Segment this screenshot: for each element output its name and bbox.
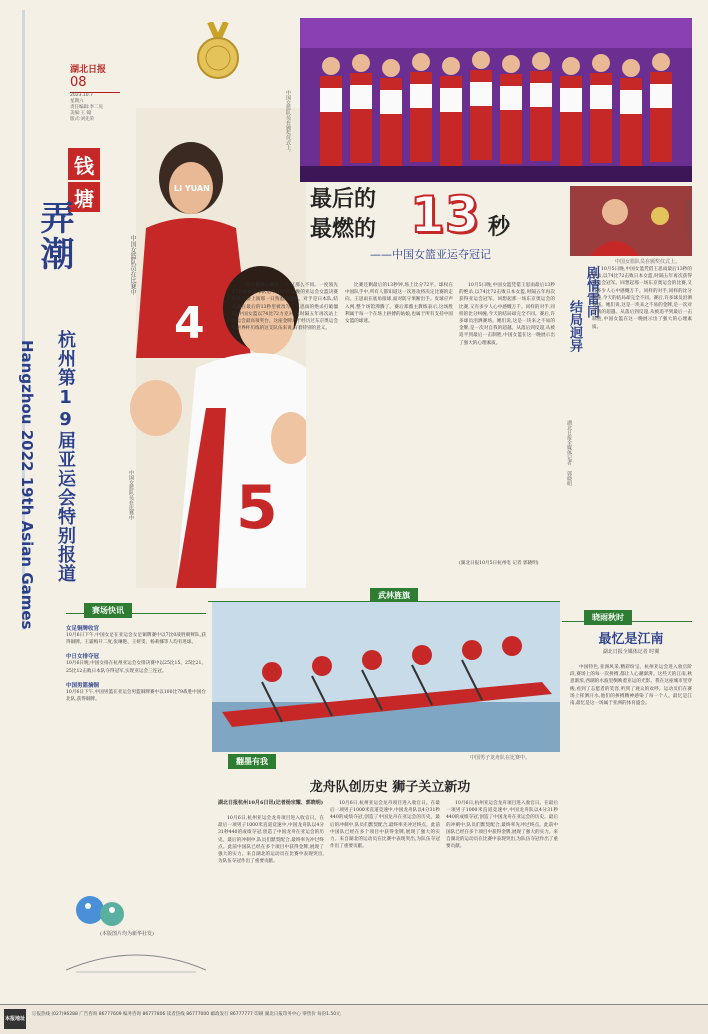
tag-brief: 赛场快讯: [84, 603, 132, 618]
page-number: 08: [70, 75, 87, 90]
brief-footer: (本版图片均为新华社发): [100, 931, 154, 937]
svg-text:4: 4: [174, 298, 205, 349]
designer-credit: 美编:王 翰: [70, 111, 91, 116]
footer-label: 本报地址: [4, 1009, 26, 1029]
caption-player-side: [128, 470, 135, 520]
dragon-byline: 湖北日报杭州10月6日讯(记者杨宗耀、郭晓明): [218, 800, 324, 806]
brief-item: [66, 652, 206, 674]
headline-subtitle: ——中国女篮亚运夺冠记: [370, 248, 491, 261]
headline-line1: 最后的: [310, 187, 377, 212]
essay-title: 最忆是江南: [598, 632, 664, 647]
dragon-text-col3: 10月6日,杭州亚运会龙舟项目进入收官日。在最后一项男子1000米直道竞速中,中国龙舟队以4分31秒440的成绩夺冠,创造了中国龙舟在亚运会的历史。最后的冲刺中,队员们默契配合,最终率先冲过终点。此前中国队已经在多个项目中获得金牌,展现了强大的实力。来自湖北的运动员在比赛中表现突出,为队伍夺冠作出了重要贡献。: [446, 801, 558, 850]
caption-coach: 郑薇在颁奖仪式上。: [685, 200, 691, 245]
column-char-2: 塘: [68, 182, 100, 212]
essay-text: 中国特色,亚洲风采,精彩纷呈。杭州亚运会进入收官阶段,赛场上的每一次拼搏,都让人心潮澎湃。这些天的江南,秋意渐浓,西湖的水波里倒映着亚运的光影。我在这座城市里穿梭,看到了志愿者的笑容,听到了观众的欢呼。运动员们在赛场上挥洒汗水,他们的拼搏精神感染了每一个人。最忆是江南,最忆是这一场属于亚洲的体育盛会。: [570, 665, 692, 707]
main-body-col2: 比赛还剩最后的13秒钟,场上比分72平。球权在中国队手中,所有人都知道这一次进攻将决定比赛的走向。王思雨在底角接球,面对防守果断出手。皮球应声入网,整个场馆沸腾了。赛后郑薇主教练表示,这场胜利属于每一个在场上拼搏的姑娘,也属于所有支持中国女篮的球迷。: [345, 283, 453, 325]
caption-player-side-text: 中国女篮队员在比赛中: [128, 470, 134, 520]
svg-text:5: 5: [236, 473, 278, 543]
essay-byline: 湖北日报全媒体记者 时翼: [602, 649, 660, 655]
caption-dragon: 中国男子龙舟队在比赛中。: [470, 755, 531, 761]
dragon-title: 龙舟队创历史 狮子关立新功: [309, 780, 471, 795]
dragon-text-col2: 10月6日,杭州亚运会龙舟项目进入收官日。在最后一项男子1000米直道竞速中,中国龙舟队以4分31秒440的成绩夺冠,创造了中国龙舟在亚运会的历史。最后的冲刺中,队员们默契配合,最终率先冲过终点。此前中国队已经在多个项目中获得金牌,展现了强大的实力。来自湖北的运动员在比赛中表现突出,为队伍夺冠作出了重要贡献。: [330, 801, 440, 850]
column-brush: 弄潮: [34, 200, 74, 272]
brief-item: [66, 624, 206, 646]
side-title-2: 结局迥异: [567, 300, 582, 352]
brief-text: 10月6日晚,中国女排在杭州亚运会女排决赛中以25比15、25比21、25比12击败日本队夺得冠军,实现亚运会三连冠。: [66, 661, 206, 674]
dateline: (湖北日报10月5日杭州电 记者 郭晓明): [459, 561, 539, 566]
issue-date: 2023.10.7: [70, 93, 93, 98]
side-title-1: 剧情雷同: [584, 266, 599, 318]
medal-icon: [196, 22, 240, 82]
side-byline: 湖北日报全媒体记者 郭晓明: [566, 420, 572, 486]
headline-line2: 最燃的: [310, 217, 377, 242]
masthead: [70, 62, 120, 124]
caption-players: 中国女篮队员在比赛中: [129, 235, 136, 295]
series-english: Hangzhou 2022 19th Asian Games: [18, 340, 36, 630]
dragon-text-col1: 10月6日,杭州亚运会龙舟项目进入收官日。在最后一项男子1000米直道竞速中,中国龙舟队以4分31秒440的成绩夺冠,创造了中国龙舟在亚运会的历史。最后的冲刺中,队员们默契配合,最终率先冲过终点。此前中国队已经在多个项目中获得金牌,展现了强大的实力。来自湖北的运动员在比赛中表现突出,为队伍夺冠作出了重要贡献。: [218, 816, 324, 865]
brief-title: 中日女排夺冠: [66, 654, 100, 661]
series-title: 杭州第19届亚运会特别报道: [55, 330, 76, 583]
editor-credit: 责任编辑:李二见: [70, 105, 104, 110]
side-text: 10月5日晚,中国女篮凭借王思雨最后13秒的绝杀,以74比72击败日本女篮,时隔五年再次获得亚运会冠军。回想起那一场东京奥运会的比赛,又有多少人心中感慨万千。同样的对手,同样的比分纠缠,今天的结局却完全不同。赛后,许多球员泪洒赛场。她们说,这是一块来之不易的金牌,是一次对自我的超越。从落后到反超,从被追平到最后一击制胜,中国女篮在这一晚展示出了强大的心理素质。: [592, 267, 692, 330]
bridge-drawing: [66, 940, 206, 980]
footer: [0, 1004, 708, 1034]
headline-number: 13: [410, 186, 480, 244]
headline-unit: 秒: [488, 215, 511, 240]
podium-photo: [300, 18, 692, 182]
main-body-col3: 10月5日晚,中国女篮凭借王思雨最后13秒的绝杀,以74比72击败日本女篮,时隔五年再次获得亚运会冠军。回想起那一场东京奥运会的比赛,又有多少人心中感慨万千。同样的对手,同样的比分纠缠,今天的结局却完全不同。赛后,许多球员泪洒赛场。她们说,这是一块来之不易的金牌,是一次对自我的超越。从落后到反超,从被追平到最后一击制胜,中国女篮在这一晚展示出了强大的心理素质。: [459, 283, 555, 346]
tag-wuling: 武林旌旗: [370, 588, 418, 603]
paper-name: 湖北日报: [70, 65, 107, 75]
jersey-name: LI YUAN: [174, 184, 210, 193]
tag-autumn: 晓雨秋时: [584, 610, 632, 625]
brief-item: [66, 681, 206, 703]
brief-text: 10月6日下午,中国男篮在亚运会男篮铜牌赛中以100比79战胜中国台北队,获得铜牌。: [66, 689, 206, 703]
briefs: [66, 624, 206, 703]
caption-trophy: 中国女篮队员在颁奖仪式上。: [285, 90, 291, 155]
coach-photo: [570, 186, 692, 256]
proofreader-credit: 版式:刘先荣: [70, 117, 95, 122]
caption-podium: 中国女篮队员在颁奖仪式上。: [615, 259, 681, 265]
main-body-col1: 一切仿佛那么相似,一切又那么不同。一度领先17分却被日本队追平,10月5日晚的亚运会女篮决赛似乎又要上演那一日熟悉的剧本。对手是日本队,结局却在最后的13秒里被改写。王思雨的绝杀打破僵局,中国女篮以74比72力克对手,时隔五年再次站上亚运会最高领奖台。这座金牌对于经历过东京奥运会和世界杯历练的这支队伍来说,有着特别的意义。: [232, 283, 338, 332]
brief-title: 女足铜牌收官: [66, 626, 100, 632]
dragon-boat-photo: [212, 602, 560, 752]
issue-weekday: 星期六: [70, 99, 84, 104]
tag-tide: 翻墨有我: [228, 754, 276, 769]
footer-text: 订报热线 (027)96288 广告咨询 86777609 编务咨询 86777806 读者热线 86777000 邮政发行 86777777 印刷 湖北日报印务中心 零售价 每份1.50元: [32, 1012, 341, 1017]
column-char-1: 钱: [68, 148, 100, 180]
headline: [310, 180, 560, 270]
brief-title: 中国男篮摘铜: [66, 682, 100, 689]
brief-text: 10月6日下午,中国女足在亚运会女足铜牌赛中以7比0战胜朝鲜队,获得铜牌。王霜梅开二度,张琳艳、王妍雯、杨莉娜等人均有进球。: [66, 633, 206, 646]
